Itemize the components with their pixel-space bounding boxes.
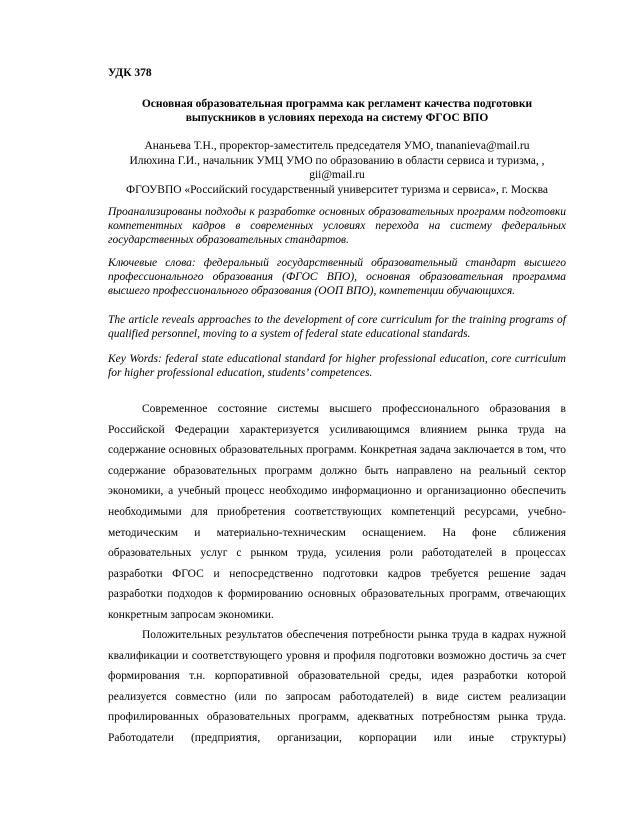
- title-line: Основная образовательная программа как регламент качества подготовки: [141, 98, 533, 110]
- affiliation-line: ФГОУВПО «Российский государственный университет туризма и сервиса», г. Москва: [126, 183, 548, 196]
- title-line: выпускников в условиях перехода на систему ФГОС ВПО: [185, 112, 489, 124]
- abstract-ru: Проанализированы подходы к разработке основных образовательных программ подготовки компетентных кадров в современных условиях перехода на систему федеральных государственных образовательных стандартов.: [108, 206, 566, 246]
- paper-title: [108, 97, 566, 125]
- body-paragraph: [108, 399, 566, 626]
- keywords-en: Key Words: federal state educational standard for higher professional education, core curriculum for higher professional education, students’ competences.: [108, 353, 566, 379]
- paragraph-text: Современное состояние системы высшего профессионального образования в Российской Федерации характеризуется усиливающимся влиянием рынка труда на содержание основных образовательных программ. Конкретная задача заключается в том, что содержание образовательных программ должно быть направлено на реальный сектор экономики, а учебный процесс необходимо информационно и организационно обеспечить необходимыми для приобретения соответствующих компетенций ресурсами, учебно-методическим и материально-техническим оснащением. На фоне сближения образовательных услуг с рынком труда, усиления роли работодателей в процессах разработки ФГОС и непосредственно подготовки кадров требуется решение задач разработки подходов к формированию основных образовательных программ, отвечающих конкретным запросам экономики.: [108, 403, 566, 621]
- author-line: gii@mail.ru: [309, 169, 365, 181]
- udk-code: УДК 378: [108, 67, 152, 79]
- paragraph-text: Положительных результатов обеспечения потребности рынка труда в кадрах нужной квалификации и соответствующего уровня и профиля подготовки возможно достичь за счет формирования т.н. корпоративной образовательной среды, идея разработки которой реализуется совместно (или по запросам работодателей) в виде систем реализации профилированных образовательных программ, адекватных потребностям рынка труда. Работодатели (предприятия, организации, корпорации или иные структуры): [108, 629, 566, 744]
- author-line: Ананьева Т.Н., проректор-заместитель председателя УМО, tnananieva@mail.ru: [144, 140, 530, 152]
- abstract-en: The article reveals approaches to the development of core curriculum for the training programs of qualified personnel, moving to a system of federal state educational standards.: [108, 314, 566, 340]
- body-paragraph: [108, 625, 566, 749]
- keywords-ru: Ключевые слова: федеральный государственный образовательный стандарт высшего профессионального образования (ФГОС ВПО), основная образовательная программа высшего профессионального образования (ООП ВПО), компетенции обучающихся.: [108, 257, 566, 297]
- author-line: Илюхина Г.И., начальник УМЦ УМО по образованию в области сервиса и туризма, ,: [129, 154, 545, 167]
- author-block: [108, 139, 566, 197]
